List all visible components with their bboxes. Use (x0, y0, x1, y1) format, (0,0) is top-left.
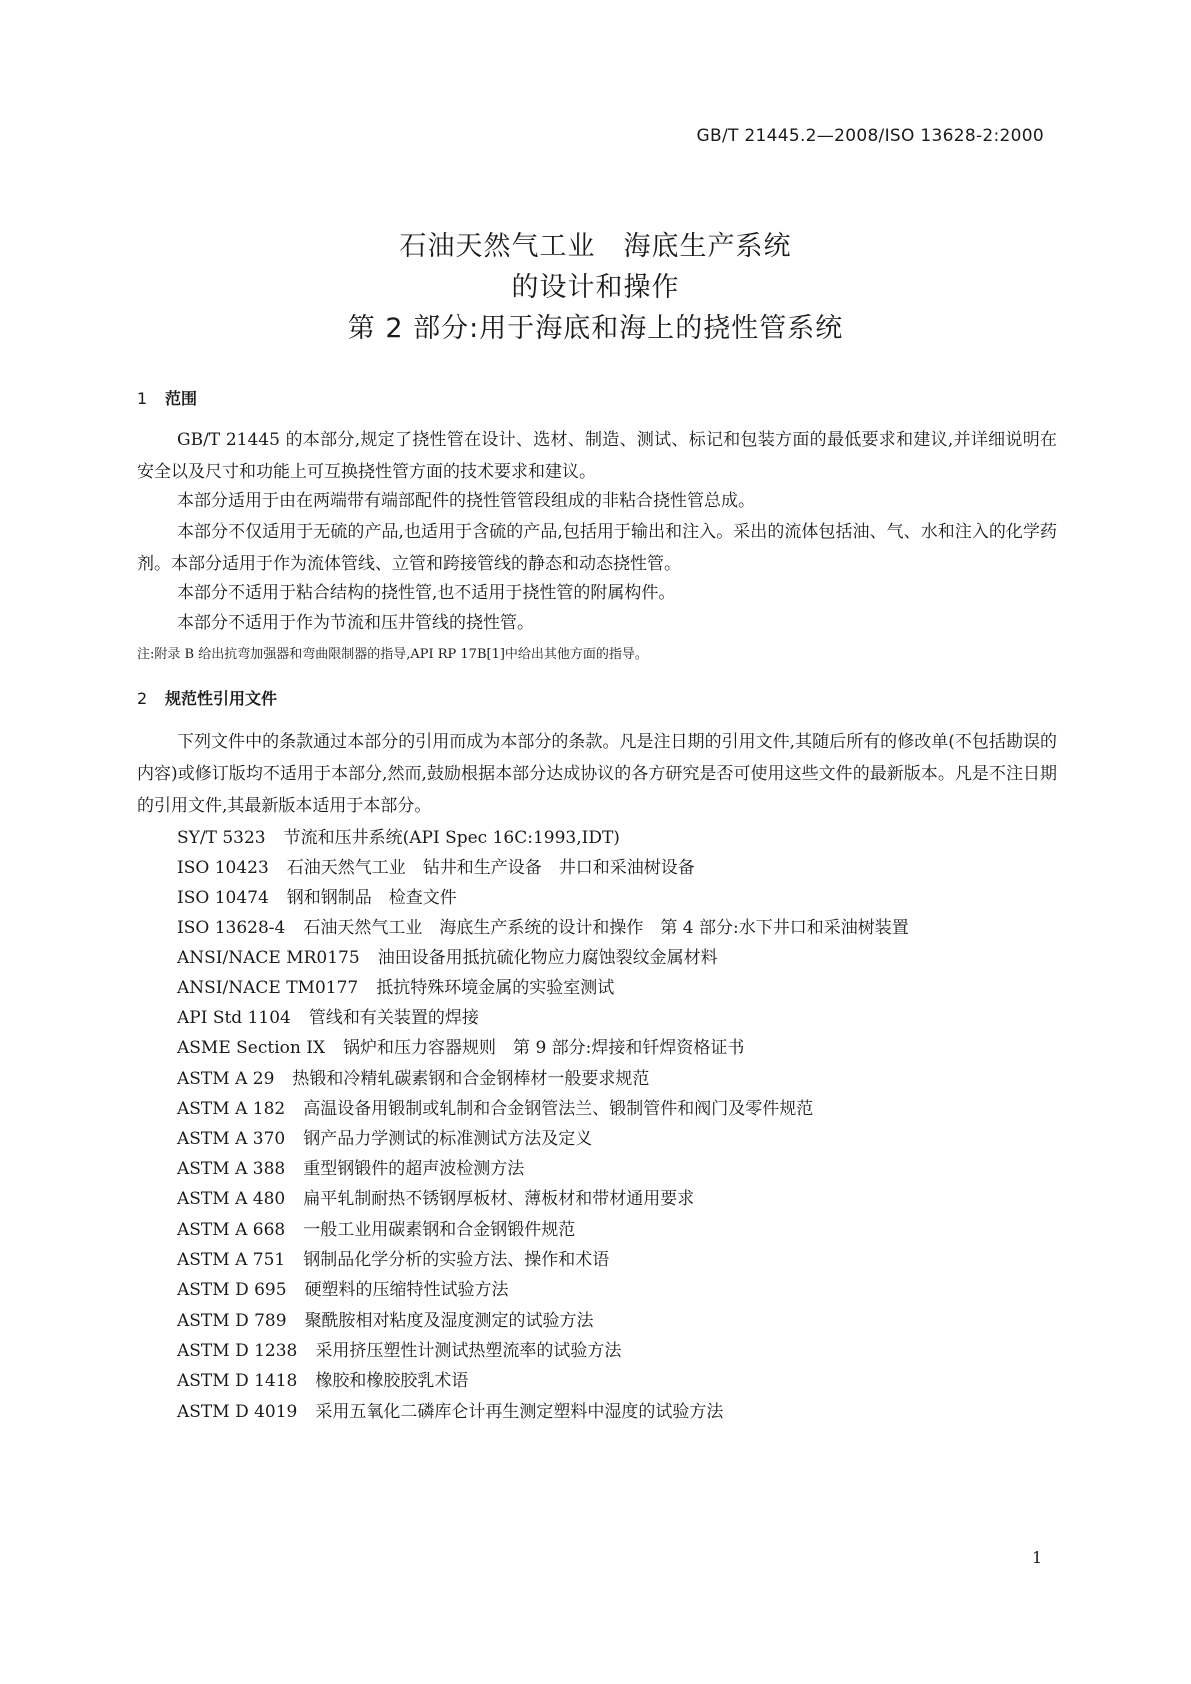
reference-code: ANSI/NACE TM0177 (177, 978, 359, 998)
reference-item (177, 1064, 649, 1089)
title-line-1: 石油天然气工业 海底生产系统 (399, 231, 792, 262)
reference-title: 钢和钢制品 检查文件 (286, 888, 457, 908)
reference-code: ASTM D 1238 (177, 1341, 298, 1361)
reference-item (177, 853, 695, 878)
document-title (0, 226, 1191, 349)
reference-title: 重型钢锻件的超声波检测方法 (303, 1159, 525, 1179)
reference-title: 硬塑料的压缩特性试验方法 (304, 1280, 509, 1300)
reference-code: ASTM A 480 (177, 1189, 286, 1209)
reference-item (177, 1306, 594, 1331)
reference-item (177, 1366, 468, 1391)
reference-item (177, 883, 457, 908)
reference-code: API Std 1104 (177, 1008, 291, 1028)
paragraph: 本部分不适用于粘合结构的挠性管,也不适用于挠性管的附属构件。 (177, 583, 676, 603)
paragraph: GB/T 21445 的本部分,规定了挠性管在设计、选材、制造、测试、标记和包装方面的最低要求和建议,并详细说明在安全以及尺寸和功能上可互换挠性管方面的技术要求和建议。 (137, 430, 1057, 482)
reference-title: 抵抗特殊环境金属的实验室测试 (376, 978, 615, 998)
reference-code: ASME Section IX (177, 1038, 326, 1058)
reference-item (177, 1094, 813, 1119)
reference-item (177, 1003, 479, 1028)
reference-title: 钢产品力学测试的标准测试方法及定义 (303, 1129, 593, 1149)
reference-item (177, 1275, 509, 1300)
reference-item (177, 1184, 694, 1209)
reference-title: 橡胶和橡胶胶乳术语 (315, 1371, 469, 1391)
reference-item (177, 943, 718, 968)
section-title: 规范性引用文件 (165, 689, 278, 708)
reference-title: 采用五氧化二磷库仑计再生测定塑料中湿度的试验方法 (315, 1402, 724, 1422)
section-number: 2 (137, 689, 148, 708)
reference-title: 钢制品化学分析的实验方法、操作和术语 (303, 1250, 610, 1270)
reference-title: 石油天然气工业 钻井和生产设备 井口和采油树设备 (286, 858, 695, 878)
page-number: 1 (1032, 1548, 1043, 1567)
reference-title: 油田设备用抵抗硫化物应力腐蚀裂纹金属材料 (377, 948, 718, 968)
reference-code: ISO 10423 (177, 858, 269, 878)
section-number: 1 (137, 389, 148, 408)
reference-title: 管线和有关装置的焊接 (308, 1008, 479, 1028)
reference-title: 高温设备用锻制或轧制和合金钢管法兰、锻制管件和阀门及零件规范 (303, 1099, 814, 1119)
reference-title: 聚酰胺相对粘度及湿度测定的试验方法 (304, 1311, 594, 1331)
paragraph: 本部分不仅适用于无硫的产品,也适用于含硫的产品,包括用于输出和注入。采出的流体包括油、气、水和注入的化学药剂。本部分适用于作为流体管线、立管和跨接管线的静态和动态挠性管。 (137, 522, 1057, 574)
reference-item (177, 823, 620, 848)
reference-code: ASTM A 751 (177, 1250, 286, 1270)
reference-item (177, 1215, 575, 1240)
reference-code: ASTM D 1418 (177, 1371, 298, 1391)
reference-title: 石油天然气工业 海底生产系统的设计和操作 第 4 部分:水下井口和采油树装置 (303, 918, 909, 938)
reference-item (177, 1124, 592, 1149)
reference-code: ASTM A 182 (177, 1099, 286, 1119)
reference-title: 扁平轧制耐热不锈钢厚板材、薄板材和带材通用要求 (303, 1189, 695, 1209)
title-line-3: 第 2 部分:用于海底和海上的挠性管系统 (347, 313, 844, 344)
reference-code: ASTM D 789 (177, 1311, 287, 1331)
reference-code: ANSI/NACE MR0175 (177, 948, 360, 968)
reference-code: ISO 13628-4 (177, 918, 286, 938)
reference-item (177, 973, 614, 998)
reference-code: ASTM A 668 (177, 1220, 286, 1240)
reference-item (177, 1033, 744, 1058)
reference-code: ISO 10474 (177, 888, 269, 908)
reference-item (177, 1336, 621, 1361)
section-title: 范围 (165, 389, 198, 408)
section-2-heading (137, 686, 277, 709)
reference-item (177, 913, 909, 938)
paragraph: 下列文件中的条款通过本部分的引用而成为本部分的条款。凡是注日期的引用文件,其随后所有的修改单(不包括勘误的内容)或修订版均不适用于本部分,然而,鼓励根据本部分达成协议的各方研究是否可使用这些文件的最新版本。凡是不注日期的引用文件,其最新版本适用于本部分。 (137, 732, 1057, 816)
section-1-heading (137, 386, 197, 409)
reference-title: 一般工业用碳素钢和合金钢锻件规范 (303, 1220, 576, 1240)
reference-item (177, 1154, 524, 1179)
title-line-2: 的设计和操作 (511, 272, 680, 303)
standard-code: GB/T 21445.2—2008/ISO 13628-2:2000 (696, 126, 1044, 146)
reference-title: 采用挤压塑性计测试热塑流率的试验方法 (315, 1341, 622, 1361)
reference-title: 锅炉和压力容器规则 第 9 部分:焊接和钎焊资格证书 (343, 1038, 745, 1058)
note: 注:附录 B 给出抗弯加强器和弯曲限制器的指导,API RP 17B[1]中给出其他方面的指导。 (137, 647, 648, 662)
reference-code: ASTM A 370 (177, 1129, 286, 1149)
reference-code: ASTM D 4019 (177, 1402, 298, 1422)
reference-title: 节流和压井系统(API Spec 16C:1993,IDT) (283, 828, 620, 848)
reference-item (177, 1397, 723, 1422)
reference-code: SY/T 5323 (177, 828, 266, 848)
paragraph: 本部分适用于由在两端带有端部配件的挠性管管段组成的非粘合挠性管总成。 (177, 491, 755, 511)
reference-title: 热锻和冷精轧碳素钢和合金钢棒材一般要求规范 (292, 1069, 650, 1089)
reference-code: ASTM D 695 (177, 1280, 287, 1300)
reference-code: ASTM A 29 (177, 1069, 275, 1089)
reference-item (177, 1245, 609, 1270)
paragraph: 本部分不适用于作为节流和压井管线的挠性管。 (177, 613, 534, 633)
reference-code: ASTM A 388 (177, 1159, 286, 1179)
